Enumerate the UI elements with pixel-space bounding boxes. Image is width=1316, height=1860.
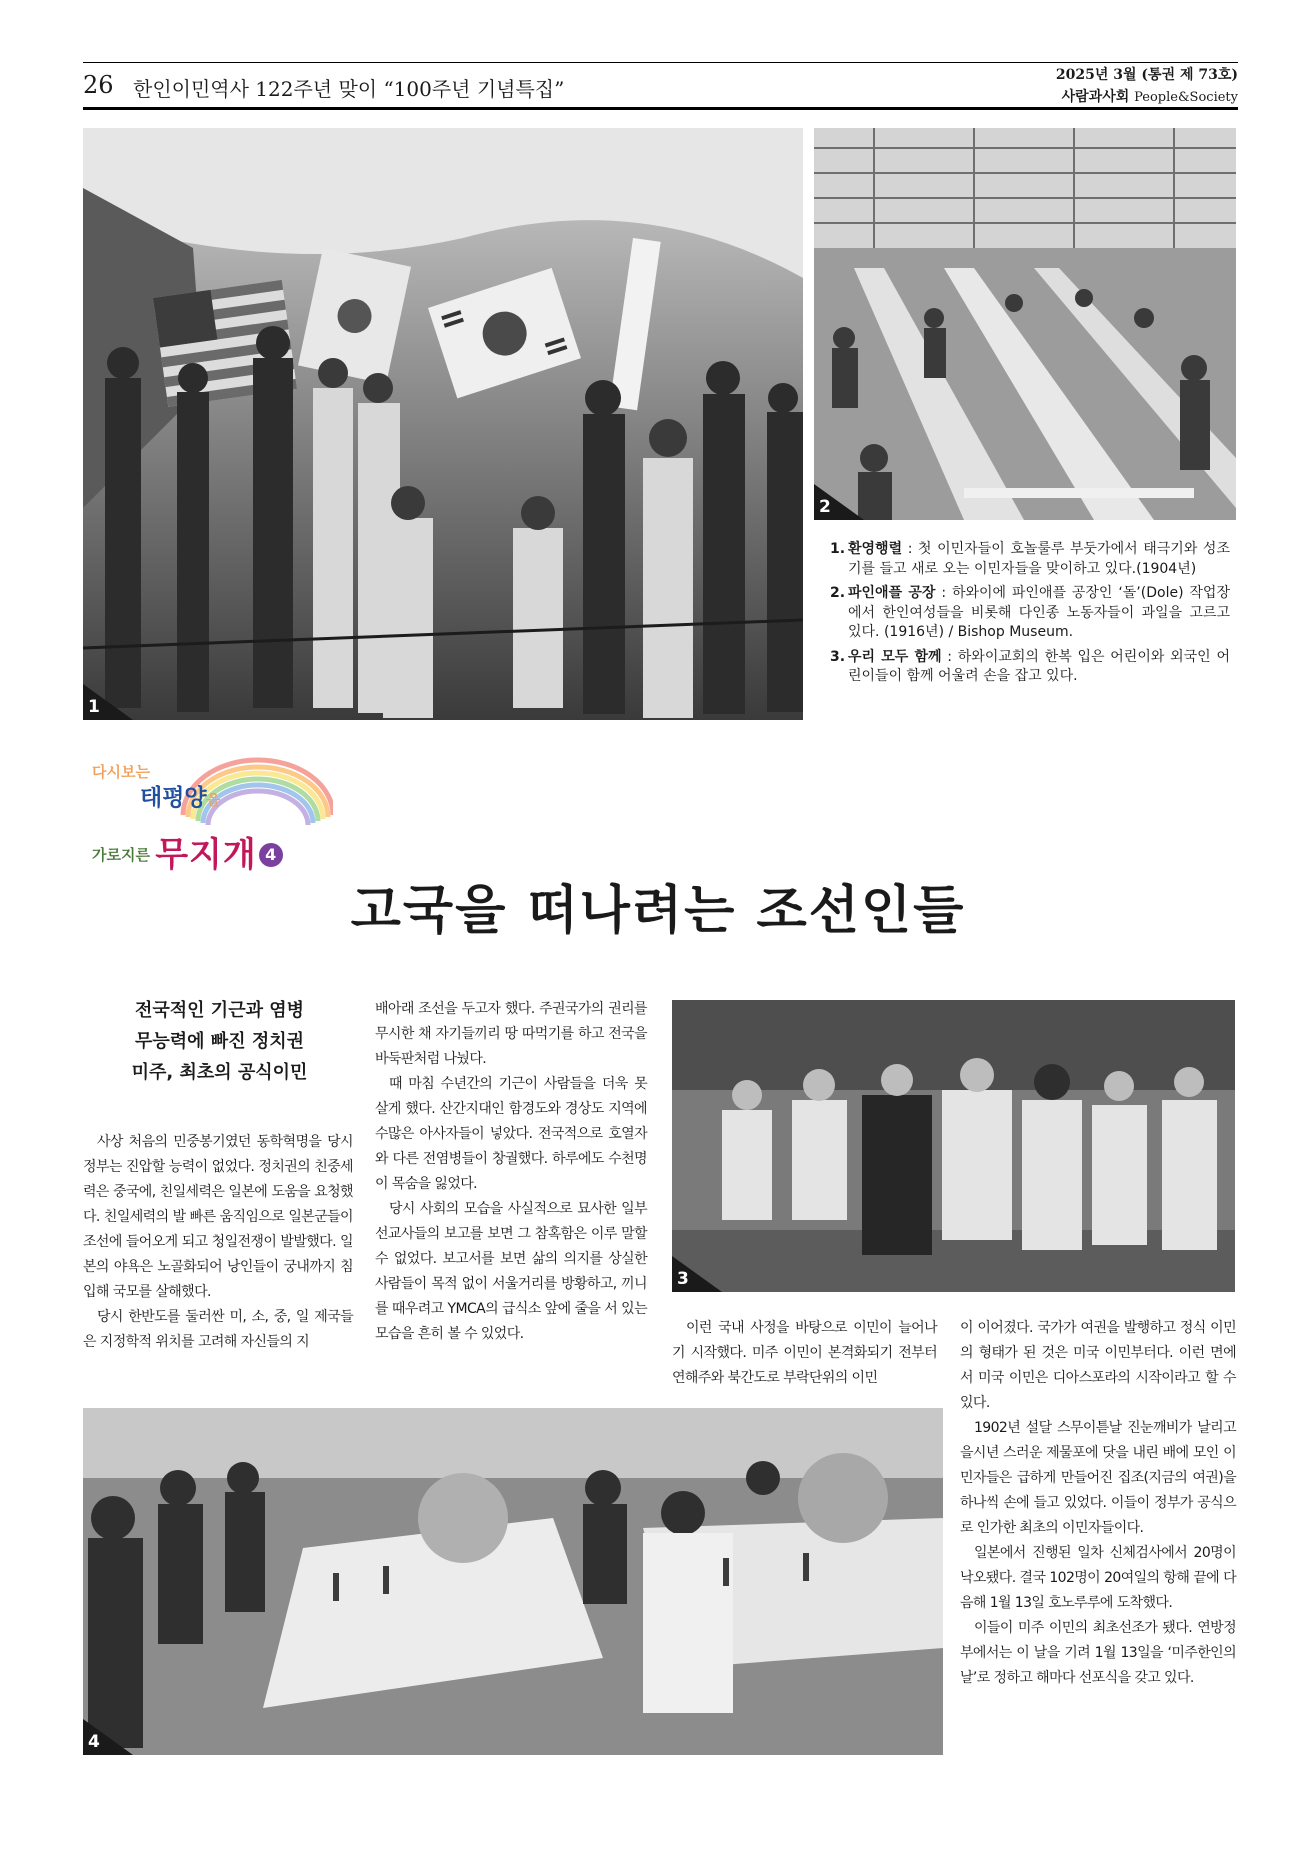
caption-text: 하와이에 파인애플 공장인 ‘돌’(Dole) 작업장에서 한인여성들을 비롯해 다인종 노동자들이 과일을 고르고 있다. (1916년) / Bishop Museum.	[848, 585, 1230, 640]
caption-number: 3.	[830, 648, 846, 665]
caption-item: 2. 파인애플 공장 : 하와이에 파인애플 공장인 ‘돌’(Dole) 작업장에서 한인여성들을 비롯해 다인종 노동자들이 과일을 고르고 있다. (1916년) / Bishop Museum.	[830, 584, 1230, 643]
caption-number: 1.	[830, 541, 846, 557]
caption-title: 환영행렬	[848, 541, 903, 557]
paragraph: 배아래 조선을 두고자 했다. 주권국가의 권리를 무시한 채 자기들끼리 땅 따먹기를 하고 전국을 바둑판처럼 나눴다.	[375, 1001, 647, 1067]
paragraph: 때 마침 수년간의 기근이 사람들을 더욱 못 살게 했다. 산간지대인 함경도와 경상도 지역에 수많은 아사자들이 넣았다. 전국적으로 호열자와 다른 전염병들이 창궐했다. 하루에도 수천명이 목숨을 잃었다.	[375, 1076, 647, 1192]
photo-children-together	[672, 1000, 1235, 1292]
caption-number: 2.	[830, 585, 846, 601]
photo-number-badge: 2	[814, 484, 864, 520]
paragraph: 일본에서 진행된 일차 신체검사에서 20명이 낙오됐다. 결국 102명이 20여일의 항해 끝에 다음해 1월 13일 호노루루에 도착했다.	[960, 1545, 1236, 1611]
paragraph: 1902년 설달 스무이튿날 진눈깨비가 날리고 을시년 스러운 제물포에 닷을 내린 배에 모인 이민자들은 급하게 만들어진 집조(지금의 여권)을 하나씩 손에 들고 있었다. 이들이 정부가 공식으로 인가한 최초의 이민자들이다.	[960, 1420, 1236, 1536]
paragraph: 사상 처음의 민중봉기였던 동학혁명을 당시 정부는 진압할 능력이 없었다. 정치권의 친중세력은 중국에, 친일세력은 일본에 도움을 요청했다. 친일세력의 발 빠른 움직임으로 일본군들이 조선에 들어오게 되고 청일전쟁이 발발했다. 일본의 야욕은 노골화되어 낭인들이 궁내까지 침입해 국모를 살해했다.	[83, 1134, 353, 1300]
paragraph: 이들이 미주 이민의 최초선조가 됐다. 연방정부에서는 이 날을 기려 1월 13일을 ‘미주한인의 날’로 정하고 해마다 선포식을 갖고 있다.	[960, 1620, 1236, 1686]
article-subheads	[92, 995, 347, 1088]
publication-name-en: People&Society	[1134, 90, 1238, 105]
subhead: 미주, 최초의 공식이민	[131, 1062, 308, 1083]
photo-banquet	[83, 1408, 943, 1755]
article-headline: 고국을 떠나려는 조선인들	[350, 880, 966, 941]
photo-pineapple-factory	[814, 128, 1236, 520]
paragraph: 이런 국내 사정을 바탕으로 이민이 늘어나기 시작했다. 미주 이민이 본격화되기 전부터 연해주와 북간도로 부락단위의 이민	[672, 1320, 937, 1386]
issue-info: 2025년 3월 (통권 제 73호)	[1055, 67, 1238, 83]
photo-captions	[830, 540, 1230, 692]
photo-number-badge: 1	[83, 684, 133, 720]
page-number: 26	[83, 71, 114, 99]
series-logo-line2: 태평양을	[140, 785, 221, 811]
photo-banquet-image	[83, 1408, 943, 1755]
series-logo-line3: 가로지른 무지개 4	[92, 821, 283, 870]
caption-title: 우리 모두 함께	[848, 648, 942, 665]
caption-text: 첫 이민자들이 호놀룰루 부둣가에서 태극기와 성조기를 들고 새로 오는 이민자들을 맞이하고 있다.(1904년)	[848, 541, 1230, 577]
page-header	[83, 58, 1238, 110]
subhead: 무능력에 빠진 정치권	[134, 1031, 305, 1052]
paragraph: 이 이어졌다. 국가가 여권을 발행하고 정식 이민의 형태가 된 것은 미국 이민부터다. 이런 면에서 미국 이민은 디아스포라의 시작이라고 할 수 있다.	[960, 1320, 1236, 1411]
photo-welcome-procession-image	[83, 128, 803, 720]
photo-children-together-image	[672, 1000, 1235, 1292]
series-logo	[88, 755, 333, 875]
photo-number-badge: 3	[672, 1256, 722, 1292]
publication-name	[1062, 86, 1238, 106]
caption-text: 하와이교회의 한복 입은 어린이와 외국인 어린이들이 함께 어울려 손을 잡고 있다.	[848, 648, 1230, 684]
publication-name-ko: 사람과사회	[1061, 89, 1130, 105]
photo-welcome-procession	[83, 128, 803, 720]
paragraph: 당시 한반도를 둘러싼 미, 소, 중, 일 제국들은 지정학적 위치를 고려해 자신들의 지	[83, 1309, 353, 1350]
body-column-2	[375, 997, 647, 1347]
photo-number-badge: 4	[83, 1719, 133, 1755]
paragraph: 당시 사회의 모습을 사실적으로 묘사한 일부 선교사들의 보고를 보면 그 참혹함은 이루 말할 수 없었다. 보고서를 보면 삶의 의지를 상실한 사람들이 목적 없이 서울거리를 방황하고, 끼니를 때우려고 YMCA의 급식소 앞에 줄을 서 있는 모습을 흔히 볼 수 있었다.	[375, 1201, 647, 1342]
subhead: 전국적인 기근과 염병	[134, 1000, 305, 1021]
photo-pineapple-factory-image	[814, 128, 1236, 520]
body-column-4	[960, 1316, 1236, 1691]
caption-title: 파인애플 공장	[848, 585, 936, 601]
caption-item: 1. 환영행렬 : 첫 이민자들이 호놀룰루 부둣가에서 태극기와 성조기를 들고 새로 오는 이민자들을 맞이하고 있다.(1904년)	[830, 540, 1230, 579]
header-rule-bottom	[83, 107, 1238, 110]
body-column-3	[672, 1316, 937, 1391]
series-number-badge: 4	[259, 843, 283, 867]
section-title: 한인이민역사 122주년 맞이 “100주년 기념특집”	[133, 77, 565, 101]
header-rule-top	[83, 62, 1238, 63]
body-column-1	[83, 1130, 353, 1355]
caption-item: 3. 우리 모두 함께 : 하와이교회의 한복 입은 어린이와 외국인 어린이들이 함께 어울려 손을 잡고 있다.	[830, 648, 1230, 687]
series-logo-line1: 다시보는	[92, 763, 150, 781]
